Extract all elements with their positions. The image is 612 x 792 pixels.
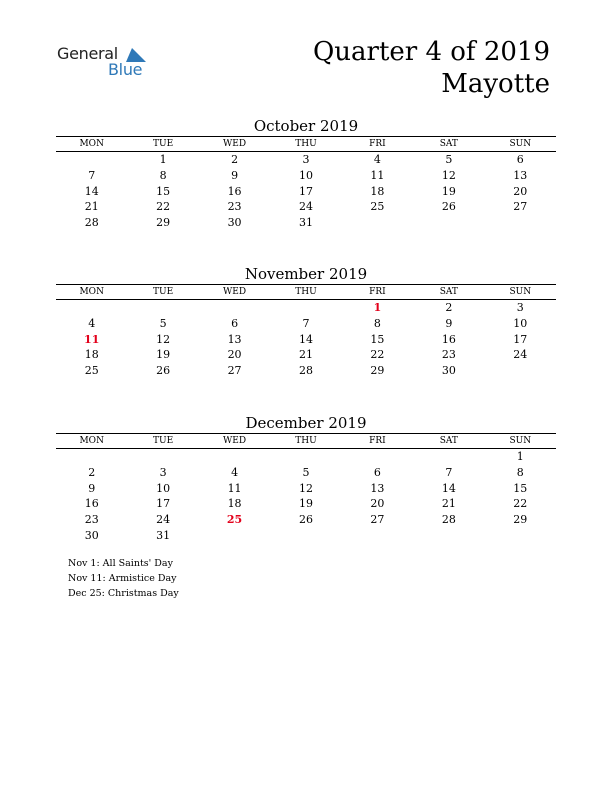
empty-day-cell: [56, 152, 127, 168]
day-cell: 12: [156, 332, 171, 346]
month-october: [56, 117, 556, 231]
day-cell: 7: [302, 316, 310, 330]
day-cell: 10: [156, 481, 171, 495]
day-cell: 22: [156, 200, 171, 214]
day-cell: 6: [373, 465, 381, 479]
day-cell: 15: [156, 184, 171, 198]
day-cell: 24: [513, 348, 528, 362]
weekday-label: MON: [79, 287, 104, 297]
day-cell: 27: [370, 513, 385, 527]
day-cell: 5: [445, 153, 453, 166]
day-cell: 4: [373, 153, 381, 166]
day-cell: 10: [513, 316, 528, 330]
holiday-day-cell: 25: [226, 513, 243, 527]
generalblue-logo[interactable]: [57, 44, 157, 80]
day-cell: 3: [159, 465, 167, 479]
day-cell: 13: [227, 332, 242, 346]
day-cell: 12: [441, 168, 456, 182]
day-cell: 26: [441, 200, 456, 214]
weekday-label: FRI: [369, 436, 386, 446]
weekday-header-row: [56, 137, 556, 151]
weekday-label: MON: [79, 436, 104, 446]
holiday-note: Nov 1: All Saints' Day: [68, 558, 173, 569]
holiday-note: Nov 11: Armistice Day: [68, 572, 177, 584]
calendar-header: [313, 36, 550, 100]
day-cell: 24: [156, 513, 171, 527]
day-cell: 12: [298, 481, 313, 495]
day-cell: 2: [88, 465, 96, 479]
day-cell: 23: [441, 348, 456, 362]
day-cell: 14: [441, 481, 456, 495]
day-cell: 29: [513, 513, 528, 527]
day-cell: 7: [88, 168, 96, 182]
month-title: December 2019: [245, 414, 367, 432]
day-cell: 9: [88, 481, 96, 495]
empty-day-cell: [413, 215, 484, 231]
day-cell: 18: [84, 348, 99, 362]
day-cell: 17: [156, 497, 171, 511]
weekday-header-row: [56, 434, 556, 448]
weekday-label: SUN: [509, 436, 532, 446]
day-cell: 27: [227, 364, 242, 378]
weekday-label: THU: [295, 436, 317, 446]
empty-day-cell: [342, 449, 413, 465]
day-cell: 23: [227, 200, 242, 214]
day-cell: 1: [516, 450, 524, 463]
holiday-note: Dec 25: Christmas Day: [68, 587, 179, 599]
day-cell: 2: [445, 301, 453, 314]
day-cell: 30: [227, 216, 242, 230]
month-title: November 2019: [244, 265, 368, 283]
day-cell: 22: [513, 497, 528, 511]
weekday-label: WED: [223, 139, 247, 149]
empty-day-cell: [342, 528, 413, 544]
day-cell: 30: [441, 364, 456, 378]
empty-day-cell: [485, 215, 556, 231]
day-cell: 21: [441, 497, 456, 511]
day-cell: 16: [84, 497, 99, 511]
holiday-day-cell: 11: [84, 332, 100, 346]
empty-day-cell: [127, 449, 198, 465]
day-cell: 26: [156, 364, 171, 378]
day-cell: 20: [513, 184, 528, 198]
day-cell: 17: [513, 332, 528, 346]
logo-word-general: General: [57, 44, 118, 63]
day-cell: 7: [445, 465, 453, 479]
weekday-label: FRI: [369, 287, 386, 297]
empty-day-cell: [485, 528, 556, 544]
day-cell: 5: [159, 316, 167, 330]
empty-day-cell: [485, 363, 556, 379]
month-november: [56, 265, 556, 379]
weekday-label: TUE: [153, 436, 174, 446]
day-cell: 3: [302, 153, 310, 166]
day-cell: 22: [370, 348, 385, 362]
day-cell: 16: [441, 332, 456, 346]
weekday-label: WED: [223, 436, 247, 446]
holiday-notes: [68, 557, 179, 601]
empty-day-cell: [342, 215, 413, 231]
weekday-header-row: [56, 285, 556, 299]
day-cell: 9: [231, 168, 239, 182]
weekday-label: SUN: [509, 287, 532, 297]
day-cell: 6: [231, 316, 239, 330]
empty-day-cell: [270, 528, 341, 544]
day-cell: 28: [298, 364, 313, 378]
day-cell: 8: [373, 316, 381, 330]
empty-day-cell: [199, 528, 270, 544]
day-cell: 5: [302, 465, 310, 479]
day-cell: 20: [227, 348, 242, 362]
day-cell: 10: [298, 168, 313, 182]
day-cell: 29: [370, 364, 385, 378]
weekday-label: SUN: [509, 139, 532, 149]
day-cell: 6: [516, 153, 524, 166]
empty-day-cell: [199, 300, 270, 316]
day-cell: 24: [298, 200, 313, 214]
day-cell: 17: [298, 184, 313, 198]
day-cell: 1: [159, 153, 167, 166]
day-cell: 31: [298, 216, 313, 230]
day-cell: 15: [513, 481, 528, 495]
weekday-label: SAT: [439, 139, 458, 149]
day-cell: 15: [370, 332, 385, 346]
month-december: [56, 414, 556, 544]
day-cell: 2: [231, 153, 239, 166]
day-cell: 3: [516, 301, 524, 314]
day-cell: 21: [84, 200, 99, 214]
empty-day-cell: [413, 528, 484, 544]
weekday-label: THU: [295, 287, 317, 297]
day-cell: 14: [298, 332, 313, 346]
day-cell: 11: [370, 168, 385, 182]
day-cell: 11: [227, 481, 242, 495]
weekday-label: SAT: [439, 287, 458, 297]
day-cell: 19: [156, 348, 171, 362]
day-grid: [56, 300, 556, 379]
holiday-day-cell: 1: [373, 301, 382, 314]
day-cell: 9: [445, 316, 453, 330]
day-cell: 8: [516, 465, 524, 479]
region-name: Mayotte: [441, 69, 550, 99]
day-cell: 13: [513, 168, 528, 182]
day-cell: 25: [84, 364, 99, 378]
day-cell: 23: [84, 513, 99, 527]
day-cell: 30: [84, 528, 99, 542]
day-cell: 28: [441, 513, 456, 527]
logo-word-blue: Blue: [108, 60, 143, 79]
day-cell: 26: [298, 513, 313, 527]
empty-day-cell: [56, 300, 127, 316]
empty-day-cell: [270, 449, 341, 465]
day-cell: 13: [370, 481, 385, 495]
day-cell: 19: [298, 497, 313, 511]
day-grid: [56, 449, 556, 544]
empty-day-cell: [56, 449, 127, 465]
day-cell: 28: [84, 216, 99, 230]
day-cell: 18: [370, 184, 385, 198]
day-cell: 21: [298, 348, 313, 362]
day-cell: 29: [156, 216, 171, 230]
day-cell: 18: [227, 497, 242, 511]
empty-day-cell: [127, 300, 198, 316]
weekday-label: SAT: [439, 436, 458, 446]
empty-day-cell: [199, 449, 270, 465]
weekday-label: TUE: [153, 287, 174, 297]
page-title: Quarter 4 of 2019: [312, 37, 550, 67]
day-cell: 19: [441, 184, 456, 198]
day-cell: 14: [84, 184, 99, 198]
weekday-label: WED: [223, 287, 247, 297]
day-cell: 16: [227, 184, 242, 198]
day-cell: 31: [156, 528, 171, 542]
day-cell: 4: [88, 316, 96, 330]
day-cell: 8: [159, 168, 167, 182]
day-cell: 4: [231, 465, 239, 479]
empty-day-cell: [413, 449, 484, 465]
month-title: October 2019: [253, 117, 359, 135]
weekday-label: MON: [79, 139, 104, 149]
day-cell: 20: [370, 497, 385, 511]
day-grid: [56, 152, 556, 231]
weekday-label: TUE: [153, 139, 174, 149]
day-cell: 25: [370, 200, 385, 214]
day-cell: 27: [513, 200, 528, 214]
empty-day-cell: [270, 300, 341, 316]
weekday-label: FRI: [369, 139, 386, 149]
weekday-label: THU: [295, 139, 317, 149]
